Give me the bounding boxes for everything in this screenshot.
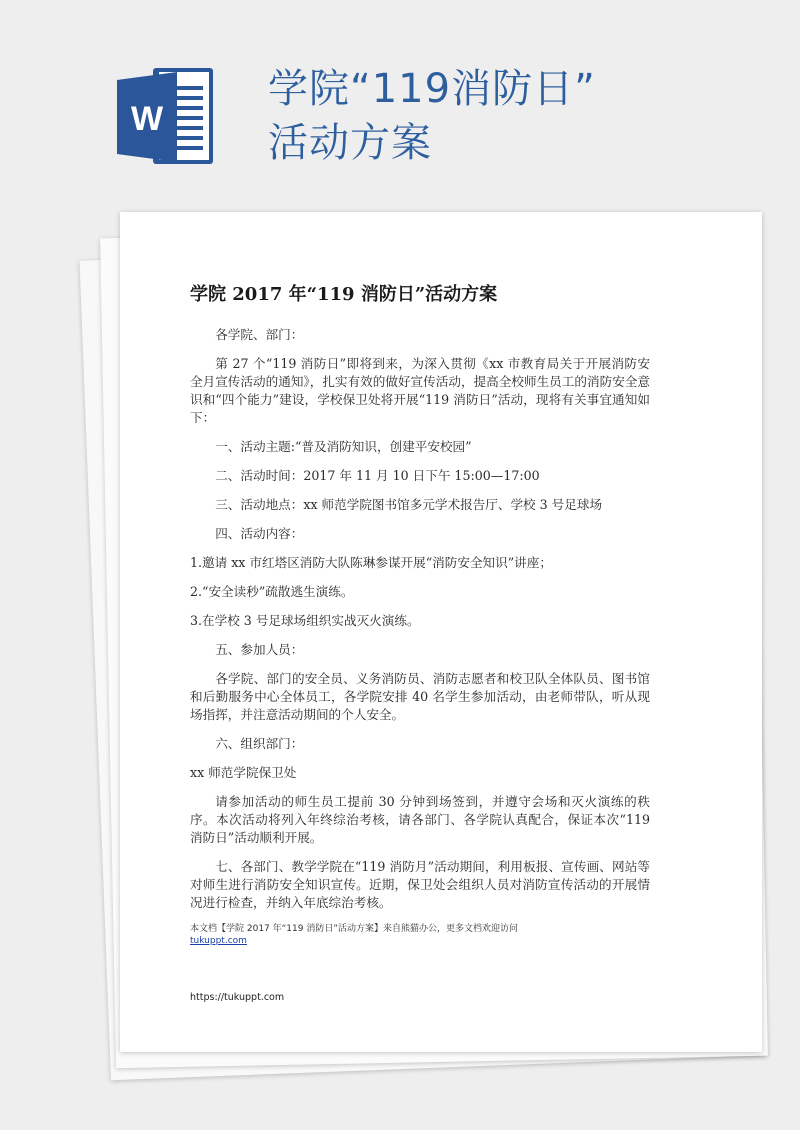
content-item-2: 2.“安全读秒”疏散逃生演练。 bbox=[190, 584, 354, 599]
document-source-note: 本文档【学院 2017 年“119 消防日”活动方案】来自熊猫办公，更多文档欢迎访问 bbox=[190, 924, 518, 934]
section-theme: 一、活动主题:“普及消防知识，创建平安校园” bbox=[215, 439, 472, 454]
participants-paragraph: 各学院、部门的安全员、义务消防员、消防志愿者和校卫队全体队员、图书馆和后勤服务中心全体员工，各学院安排 40 名学生参加活动，由老师带队，听从现场指挥，并注意活动期间的个人安全。 bbox=[190, 671, 650, 722]
page-footer-url: https://tukuppt.com bbox=[190, 992, 285, 1003]
document-body bbox=[190, 280, 650, 947]
section-content-heading: 四、活动内容： bbox=[215, 526, 304, 541]
section-participants-heading: 五、参加人员： bbox=[215, 642, 304, 657]
page-title bbox=[268, 62, 596, 170]
content-item-1: 1.邀请 xx 市红塔区消防大队陈琳参谋开展“消防安全知识”讲座； bbox=[190, 555, 552, 570]
section-location: 三、活动地点：xx 师范学院图书馆多元学术报告厅、学校 3 号足球场 bbox=[215, 497, 603, 512]
content-item-3: 3.在学校 3 号足球场组织实战灭火演练。 bbox=[190, 613, 420, 628]
section-organizer-heading: 六、组织部门： bbox=[215, 736, 304, 751]
svg-text:W: W bbox=[130, 100, 164, 138]
word-document-icon bbox=[113, 64, 218, 169]
intro-paragraph: 第 27 个“119 消防日”即将到来，为深入贯彻《xx 市教育局关于开展消防安全月宣传活动的通知》，扎实有效的做好宣传活动，提高全校师生员工的消防安全意识和“四个能力”建设，学校保卫处将开展“119 消防日”活动，现将有关事宜通知如下： bbox=[190, 356, 650, 425]
notice-paragraph: 请参加活动的师生员工提前 30 分钟到场签到，并遵守会场和灭火演练的秩序。本次活动将列入年终综治考核，请各部门、各学院认真配合，保证本次“119 消防日”活动顺利开展。 bbox=[190, 794, 650, 845]
page-title-line1: 学院“119消防日” bbox=[268, 66, 596, 112]
page-title-line2: 活动方案 bbox=[268, 120, 432, 166]
section-publicity: 七、各部门、教学学院在“119 消防月”活动期间，利用板报、宣传画、网站等对师生进行消防安全知识宣传。近期，保卫处会组织人员对消防宣传活动的开展情况进行检查，并纳入年底综治考核。 bbox=[190, 859, 650, 910]
section-time: 二、活动时间：2017 年 11 月 10 日下午 15:00—17:00 bbox=[215, 468, 540, 483]
salutation: 各学院、部门： bbox=[215, 327, 304, 342]
organizer-name: xx 师范学院保卫处 bbox=[190, 765, 297, 780]
document-title: 学院 2017 年“119 消防日”活动方案 bbox=[190, 284, 498, 305]
source-link[interactable]: tukuppt.com bbox=[190, 936, 247, 946]
